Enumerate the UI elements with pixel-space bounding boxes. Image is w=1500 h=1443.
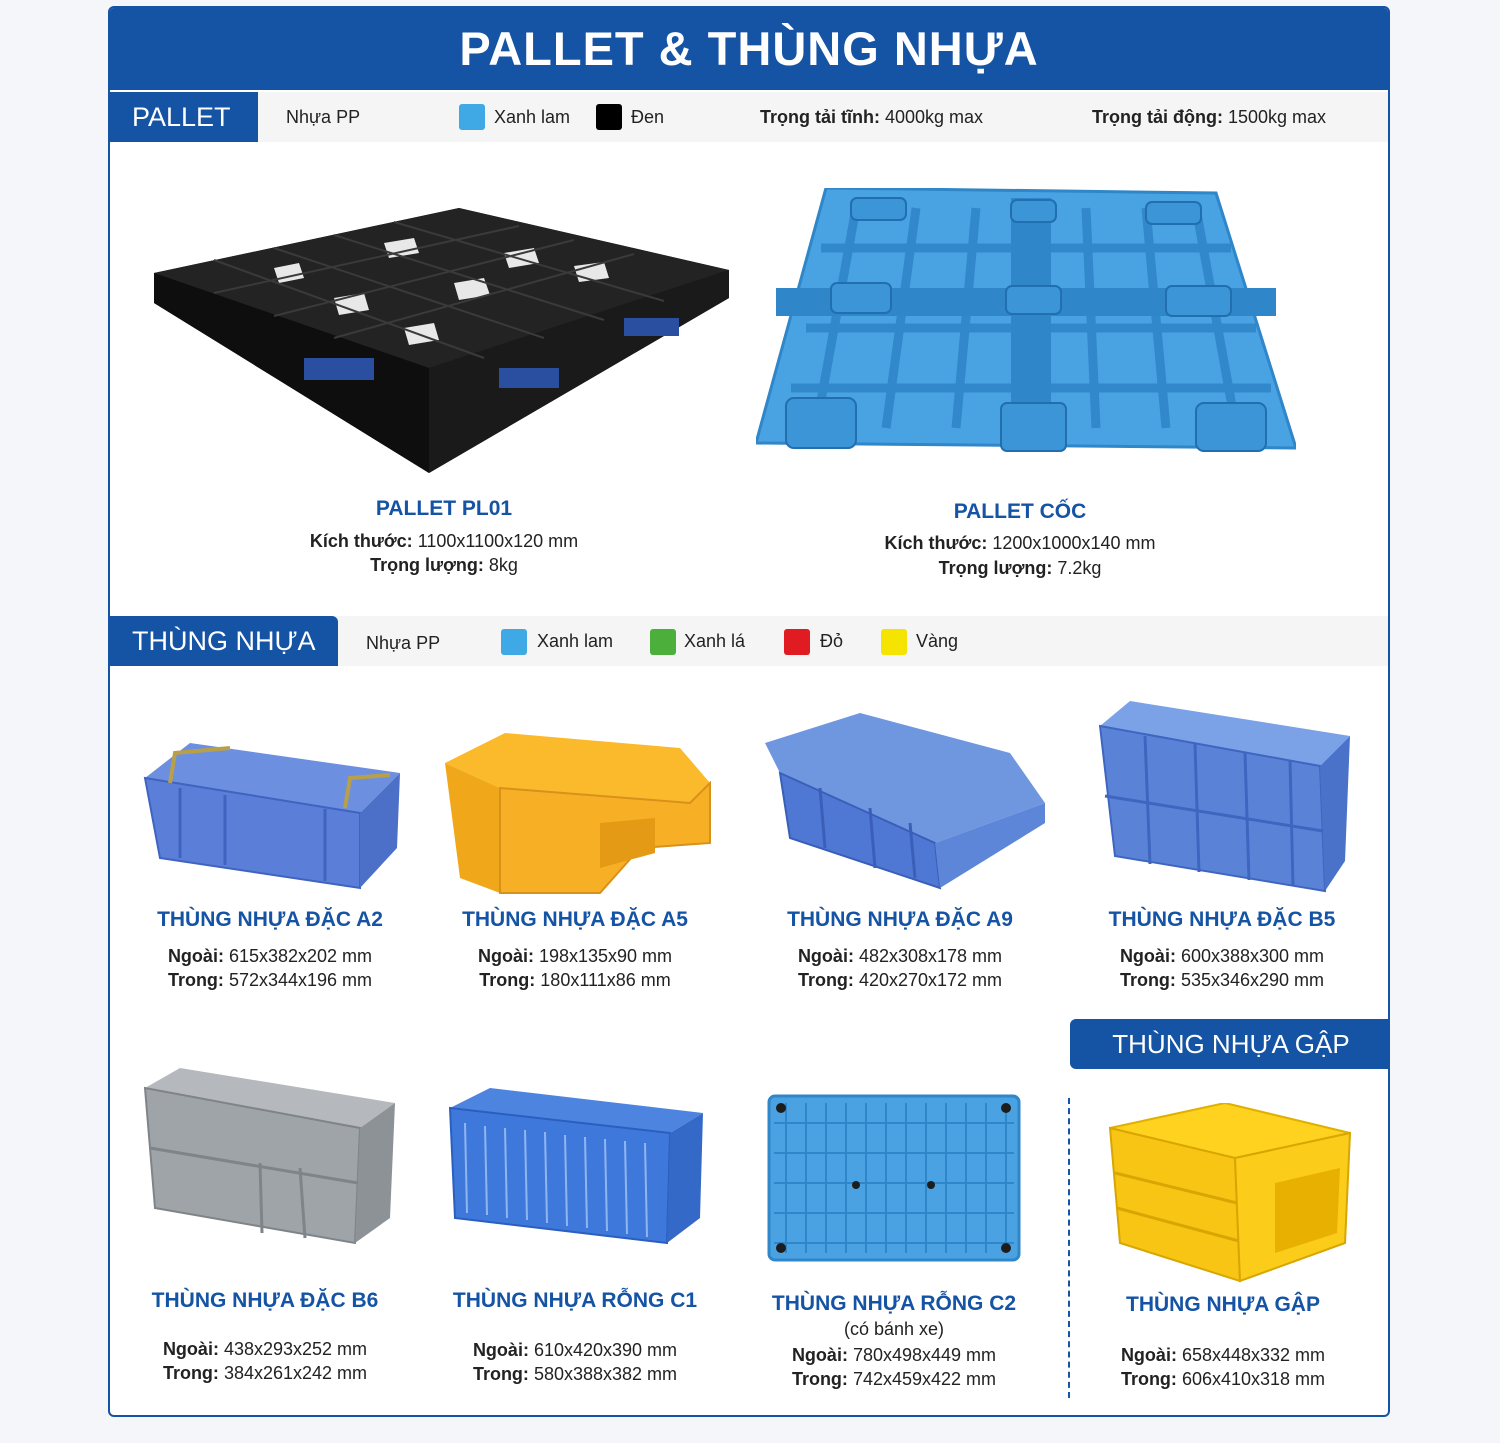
red-swatch bbox=[784, 629, 810, 655]
black-pallet-image bbox=[154, 198, 729, 483]
pallet-section-tab: PALLET bbox=[110, 92, 258, 142]
crate-color-green-label: Xanh lá bbox=[684, 631, 746, 651]
pallet-pl01-size: Kích thước: 1100x1100x120 mm bbox=[309, 531, 579, 551]
crate-b5-outer: Ngoài: 600x388x300 mm bbox=[1119, 946, 1325, 966]
crate-c1-inner: Trong: 580x388x382 mm bbox=[472, 1364, 678, 1384]
crate-b5-inner: Trong: 535x346x290 mm bbox=[1119, 970, 1325, 990]
pallet-dynamic-load: Trọng tải động: 1500kg max bbox=[1092, 107, 1327, 127]
crate-b6-image bbox=[140, 1068, 400, 1248]
pallet-coc-weight: Trọng lượng: 7.2kg bbox=[938, 558, 1102, 578]
crate-material: Nhựa PP bbox=[366, 633, 441, 653]
yellow-swatch bbox=[881, 629, 907, 655]
folding-divider bbox=[1068, 1098, 1070, 1398]
crate-color-yellow-label: Vàng bbox=[916, 631, 959, 651]
catalog-frame bbox=[108, 6, 1390, 1417]
pallet-pl01-weight: Trọng lượng: 8kg bbox=[370, 555, 518, 575]
folding-crate-image bbox=[1105, 1103, 1355, 1283]
pallet-material: Nhựa PP bbox=[286, 107, 361, 127]
crate-a2-image bbox=[135, 733, 405, 893]
crate-a5-inner: Trong: 180x111x86 mm bbox=[479, 970, 671, 990]
crate-a9-outer: Ngoài: 482x308x178 mm bbox=[797, 946, 1003, 966]
crate-c2-outer: Ngoài: 780x498x449 mm bbox=[791, 1345, 997, 1365]
folding-crate-inner: Trong: 606x410x318 mm bbox=[1120, 1369, 1326, 1389]
crate-a2-name: THÙNG NHỰA ĐẶC A2 bbox=[157, 908, 383, 931]
crate-a5-outer: Ngoài: 198x135x90 mm bbox=[477, 946, 673, 966]
crate-c1-name: THÙNG NHỰA RỖNG C1 bbox=[452, 1289, 698, 1312]
folding-crate-outer: Ngoài: 658x448x332 mm bbox=[1120, 1345, 1326, 1365]
crate-a9-image bbox=[760, 713, 1050, 893]
crate-c1-outer: Ngoài: 610x420x390 mm bbox=[472, 1340, 678, 1360]
crate-c2-note: (có bánh xe) bbox=[843, 1319, 945, 1339]
black-swatch bbox=[596, 104, 622, 130]
crate-b6-inner: Trong: 384x261x242 mm bbox=[162, 1363, 368, 1383]
crate-a9-inner: Trong: 420x270x172 mm bbox=[797, 970, 1003, 990]
crate-a9-name: THÙNG NHỰA ĐẶC A9 bbox=[787, 908, 1013, 931]
crate-color-blue-label: Xanh lam bbox=[537, 631, 614, 651]
crate-c1-image bbox=[445, 1088, 707, 1246]
pallet-color-black-label: Đen bbox=[631, 107, 665, 127]
crate-b5-image bbox=[1095, 696, 1353, 896]
pallet-pl01-name: PALLET PL01 bbox=[375, 497, 513, 520]
blue-swatch bbox=[459, 104, 485, 130]
crate-a2-outer: Ngoài: 615x382x202 mm bbox=[167, 946, 373, 966]
blue-pallet-image bbox=[756, 188, 1296, 473]
crate-section-tab: THÙNG NHỰA bbox=[110, 616, 338, 666]
crate-a5-image bbox=[440, 728, 715, 898]
pallet-coc-size: Kích thước: 1200x1000x140 mm bbox=[884, 533, 1156, 553]
pallet-coc-name: PALLET CỐC bbox=[953, 500, 1087, 523]
crate-c2-image bbox=[766, 1093, 1022, 1263]
crate-b5-name: THÙNG NHỰA ĐẶC B5 bbox=[1108, 908, 1336, 931]
crate-color-red-label: Đỏ bbox=[820, 631, 844, 651]
crate-c2-inner: Trong: 742x459x422 mm bbox=[791, 1369, 997, 1389]
folding-crate-name: THÙNG NHỰA GẬP bbox=[1126, 1293, 1320, 1316]
crate-b6-name: THÙNG NHỰA ĐẶC B6 bbox=[151, 1289, 379, 1312]
pallet-color-blue-label: Xanh lam bbox=[494, 107, 571, 127]
page-title: PALLET & THÙNG NHỰA bbox=[110, 8, 1388, 90]
pallet-static-load: Trọng tải tĩnh: 4000kg max bbox=[760, 107, 984, 127]
crate-b6-outer: Ngoài: 438x293x252 mm bbox=[162, 1339, 368, 1359]
blue-swatch bbox=[501, 629, 527, 655]
green-swatch bbox=[650, 629, 676, 655]
crate-a5-name: THÙNG NHỰA ĐẶC A5 bbox=[462, 908, 688, 931]
crate-a2-inner: Trong: 572x344x196 mm bbox=[167, 970, 373, 990]
folding-section-tab: THÙNG NHỰA GẬP bbox=[1070, 1019, 1390, 1069]
crate-c2-name: THÙNG NHỰA RỖNG C2 bbox=[771, 1292, 1017, 1315]
